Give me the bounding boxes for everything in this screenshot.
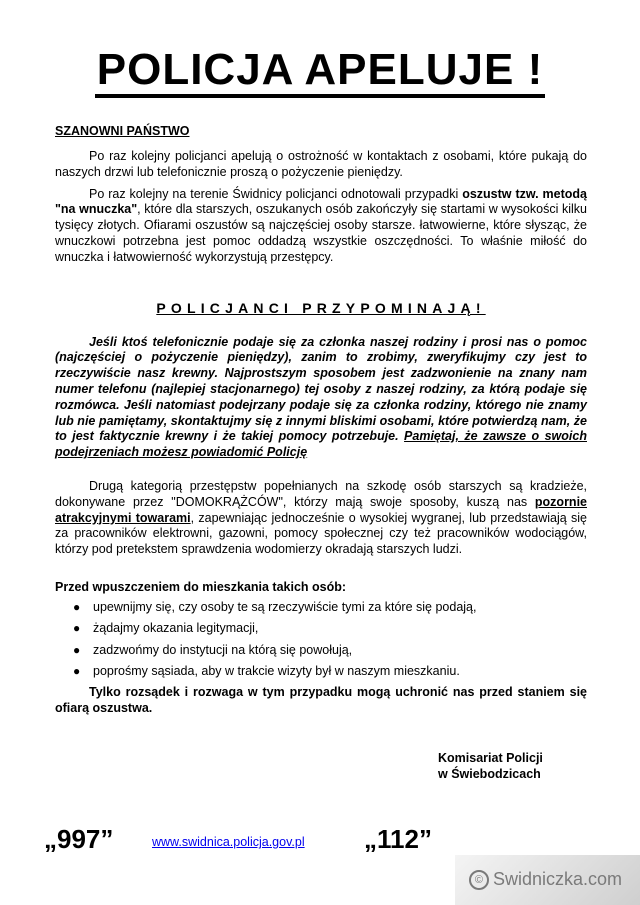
document-body xyxy=(55,124,587,717)
signature-line-2: w Świebodzicach xyxy=(438,767,541,781)
signature-line-1: Komisariat Policji xyxy=(438,751,543,765)
copyright-icon: © xyxy=(469,870,489,890)
police-website-link[interactable]: www.swidnica.policja.gov.pl xyxy=(152,835,305,849)
watermark-area xyxy=(455,855,640,905)
advice-list xyxy=(55,600,587,680)
greeting: SZANOWNI PAŃSTWO xyxy=(55,124,190,138)
closing-paragraph: Tylko rozsądek i rozwaga w tym przypadku mogą uchronić nas przed staniem się ofiarą oszustwa. xyxy=(55,685,587,715)
bullet-icon: ● xyxy=(73,642,81,657)
reminder-heading: POLICJANCI PRZYPOMINAJĄ! xyxy=(156,299,486,316)
intro-paragraph-1: Po raz kolejny policjanci apelują o ostrożność w kontaktach z osobami, które pukają do naszych drzwi lub telefonicznie proszą o pożyczenie pieniędzy. xyxy=(55,149,587,179)
intro-paragraph-2: Po raz kolejny na terenie Świdnicy policjanci odnotowali przypadki oszustw tzw. metodą "na wnuczka", które dla starszych, oszukanych osób zakończyły się startami w wysokości kilku tysięcy złotych. Ofiarami oszustów są najczęściej osoby starsze. łatwowierne, które słysząc, że wnuczkowi potrzebna jest pomoc oddadzą wszystkie oszczędności. To właśnie miłość do wnuczka i łatwowierność wykorzystują przestępcy. xyxy=(55,186,587,264)
list-item: ● zadzwońmy do instytucji na którą się powołują, xyxy=(73,642,353,657)
emergency-number-112: „112” xyxy=(364,824,432,854)
emergency-number-997: „997” xyxy=(44,824,114,854)
scam-method-emphasis: oszustw tzw. metodą "na wnuczka" xyxy=(55,186,587,217)
reminder-paragraph: Jeśli ktoś telefonicznie podaje się za członka naszej rodziny i prosi nas o pomoc (najczęściej o pożyczenie pieniędzy), zanim to zrobimy, zweryfikujmy czy jest to rzeczywiście nasz krewny. Najprostszym sposobem jest zadzwonienie na znany nam numer telefonu (najlepiej stacjonarnego) tej osoby z naszej rodziny, za którą podaje się rozmówca. Jeśli natomiast podejrzany podaje się za członka rodziny, którego nie znamy lub nie pamiętamy, skontaktujmy się z innymi bliskimi osobami, które potwierdzą nam, że to jest faktycznie krewny i że takiej pomocy potrzebuje. Pamiętaj, że zawsze o swoich podejrzeniach możesz powiadomić Policję xyxy=(55,334,587,460)
bullet-icon: ● xyxy=(73,599,81,614)
watermark xyxy=(469,869,622,890)
list-item: ● upewnijmy się, czy osoby te są rzeczywiście tymi za które się podają, xyxy=(73,599,477,614)
page-title: POLICJA APELUJE ! xyxy=(0,42,640,98)
door-to-door-paragraph: Drugą kategorią przestępstw popełnianych na szkodę osób starszych są kradzieże, dokonywane przez "DOMOKRĄŻCÓW", którzy mają swoje sposoby, kuszą nas pozornie atrakcyjnymi towarami, zapewniając jednocześnie o wysokiej wygranej, lub przedstawiają się za pracowników elektrowni, gazowni, pomocy społecznej czy też pracowników wodociągów, którzy pod pretekstem sprawdzenia wodomierzy okradają starszych ludzi. xyxy=(55,478,587,557)
watermark-text: Swidniczka.com xyxy=(492,869,622,889)
list-item: ● żądajmy okazania legitymacji, xyxy=(73,621,259,636)
signature xyxy=(438,750,543,782)
advice-title: Przed wpuszczeniem do mieszkania takich osób: xyxy=(55,579,347,594)
goods-emphasis: pozornie atrakcyjnymi towarami xyxy=(55,494,587,525)
bullet-icon: ● xyxy=(73,663,81,678)
notify-police-note: Pamiętaj, że zawsze o swoich podejrzeniach możesz powiadomić Policję xyxy=(55,429,587,460)
bullet-icon: ● xyxy=(73,621,81,636)
list-item: ● poprośmy sąsiada, aby w trakcie wizyty był w naszym mieszkaniu. xyxy=(73,663,460,678)
